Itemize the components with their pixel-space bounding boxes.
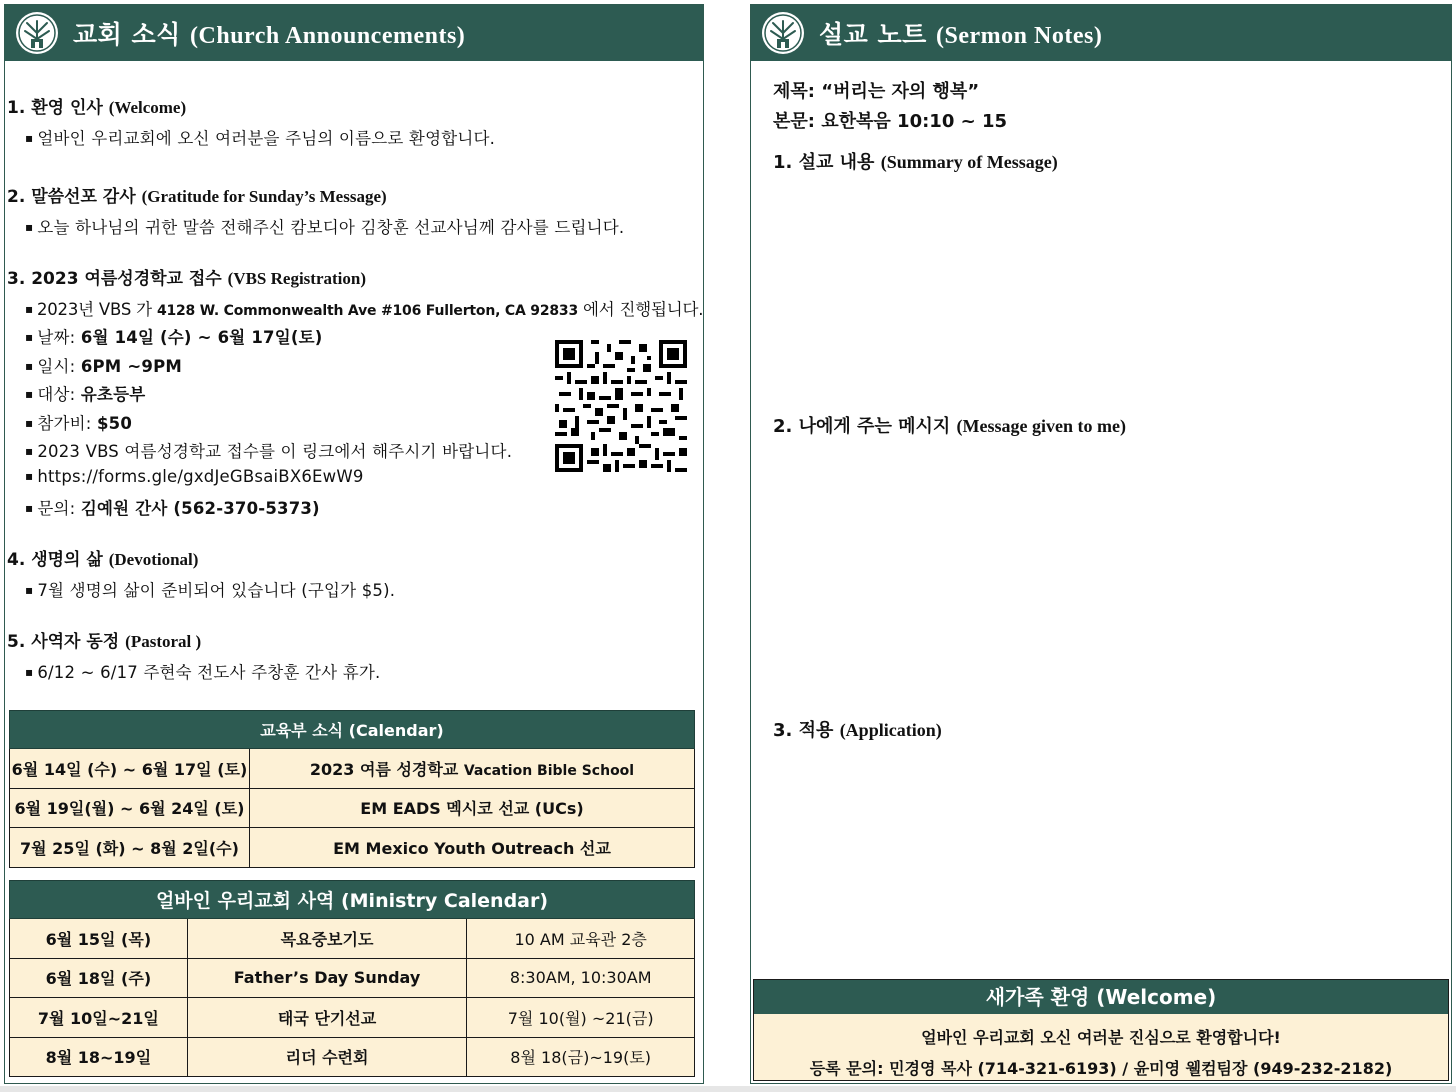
vbs-target-text: ▪ 대상: 유초등부 [25, 381, 145, 405]
ministry-detail-cell: 8:30AM, 10:30AM [467, 958, 695, 998]
section-title-summary: 1. 설교 내용 (Summary of Message) [773, 152, 1058, 173]
section-title-welcome: 1. 환영 인사 (Welcome) [7, 98, 187, 118]
edu-date-cell: 6월 14일 (수) ~ 6월 17일 (토) [10, 749, 250, 789]
ministry-detail-cell: 7월 10(월) ~21(금) [467, 998, 695, 1038]
table-row [10, 919, 695, 959]
sermon-notes-header [751, 5, 1451, 61]
vbs-date-text: ▪ 날짜: 6월 14일 (수) ~ 6월 17일(토) [25, 324, 322, 348]
vbs-fee-text: ▪ 참가비: $50 [25, 410, 132, 434]
edu-event-cell: EM Mexico Youth Outreach 선교 [249, 828, 694, 868]
vbs-time-text: ▪ 일시: 6PM ~9PM [25, 353, 182, 377]
ministry-date-cell: 8월 18~19일 [10, 1037, 188, 1077]
section-title-gratitude: 2. 말씀선포 감사 (Gratitude for Sunday’s Message) [7, 187, 387, 207]
section-title-pastoral: 5. 사역자 동정 (Pastoral ) [7, 632, 202, 652]
section-title-application: 3. 적용 (Application) [773, 720, 942, 741]
vbs-contact-text: ▪ 문의: 김예원 간사 (562-370-5373) [25, 495, 320, 519]
ministry-event-cell: 목요중보기도 [187, 919, 467, 959]
ministry-date-cell: 6월 15일 (목) [10, 919, 188, 959]
welcome-box-line1: 얼바인 우리교회 오신 여러분 진심으로 환영합니다! [921, 1028, 1281, 1047]
bottom-divider [0, 1086, 1456, 1092]
church-tree-logo-icon [761, 11, 805, 55]
table-row [10, 788, 695, 828]
ministry-detail-cell: 8월 18(금)~19(토) [467, 1037, 695, 1077]
table-row [10, 958, 695, 998]
sermon-notes-panel [750, 4, 1452, 1084]
sermon-title: 제목: “버리는 자의 행복” [773, 81, 980, 102]
church-announcements-panel [4, 4, 704, 1084]
vbs-location-text: ▪ 2023년 VBS 가 4128 W. Commonwealth Ave #106 Fullerton, CA 92833 에서 진행됩니다. [25, 296, 703, 320]
education-calendar-table [9, 710, 695, 868]
section-title-message: 2. 나에게 주는 메시지 (Message given to me) [773, 416, 1126, 437]
announcements-title: 교회 소식 (Church Announcements) [73, 20, 466, 49]
scripture-reference: 본문: 요한복음 10:10 ~ 15 [773, 111, 1008, 132]
table-row [10, 1037, 695, 1077]
ministry-calendar-header: 얼바인 우리교회 사역 (Ministry Calendar) [10, 881, 695, 919]
ministry-detail-cell: 10 AM 교육관 2층 [467, 919, 695, 959]
vbs-register-text: ▪ 2023 VBS 여름성경학교 접수를 이 링크에서 해주시기 바랍니다. [25, 438, 512, 462]
church-tree-logo-icon [15, 11, 59, 55]
announcements-header [5, 5, 703, 61]
welcome-box-header: 새가족 환영 (Welcome) [754, 980, 1448, 1014]
qr-code-icon[interactable] [555, 340, 687, 472]
pastoral-text: ▪ 6/12 ~ 6/17 주현숙 전도사 주창훈 간사 휴가. [25, 659, 380, 683]
table-row [10, 998, 695, 1038]
welcome-box-contact: 등록 문의: 민경영 목사 (714-321-6193) / 윤미영 웰컴팀장 (949-232-2182) [809, 1059, 1393, 1078]
ministry-calendar-table [9, 880, 695, 1077]
new-family-welcome-box [753, 979, 1449, 1081]
section-title-vbs: 3. 2023 여름성경학교 접수 (VBS Registration) [7, 269, 367, 289]
welcome-box-body [754, 1014, 1448, 1080]
devotional-text: ▪ 7월 생명의 삶이 준비되어 있습니다 (구입가 $5). [25, 577, 395, 601]
table-row [10, 828, 695, 868]
ministry-date-cell: 7월 10일~21일 [10, 998, 188, 1038]
ministry-date-cell: 6월 18일 (주) [10, 958, 188, 998]
vbs-registration-link[interactable]: ▪ https://forms.gle/gxdJeGBsaiBX6EwW9 [25, 467, 364, 486]
ministry-event-cell: Father’s Day Sunday [187, 958, 467, 998]
ministry-event-cell: 리더 수련회 [187, 1037, 467, 1077]
welcome-text: ▪ 얼바인 우리교회에 오신 여러분을 주님의 이름으로 환영합니다. [25, 125, 495, 149]
table-row [10, 749, 695, 789]
edu-event-cell: EM EADS 멕시코 선교 (UCs) [249, 788, 694, 828]
ministry-event-cell: 태국 단기선교 [187, 998, 467, 1038]
edu-date-cell: 6월 19일(월) ~ 6월 24일 (토) [10, 788, 250, 828]
sermon-notes-title: 설교 노트 (Sermon Notes) [819, 20, 1103, 49]
edu-date-cell: 7월 25일 (화) ~ 8월 2일(수) [10, 828, 250, 868]
edu-event-cell: 2023 여름 성경학교 Vacation Bible School [249, 749, 694, 789]
gratitude-text: ▪ 오늘 하나님의 귀한 말씀 전해주신 캄보디아 김창훈 선교사님께 감사를 드립니다. [25, 214, 624, 238]
section-title-devotional: 4. 생명의 삶 (Devotional) [7, 550, 199, 570]
education-calendar-header: 교육부 소식 (Calendar) [10, 711, 695, 749]
